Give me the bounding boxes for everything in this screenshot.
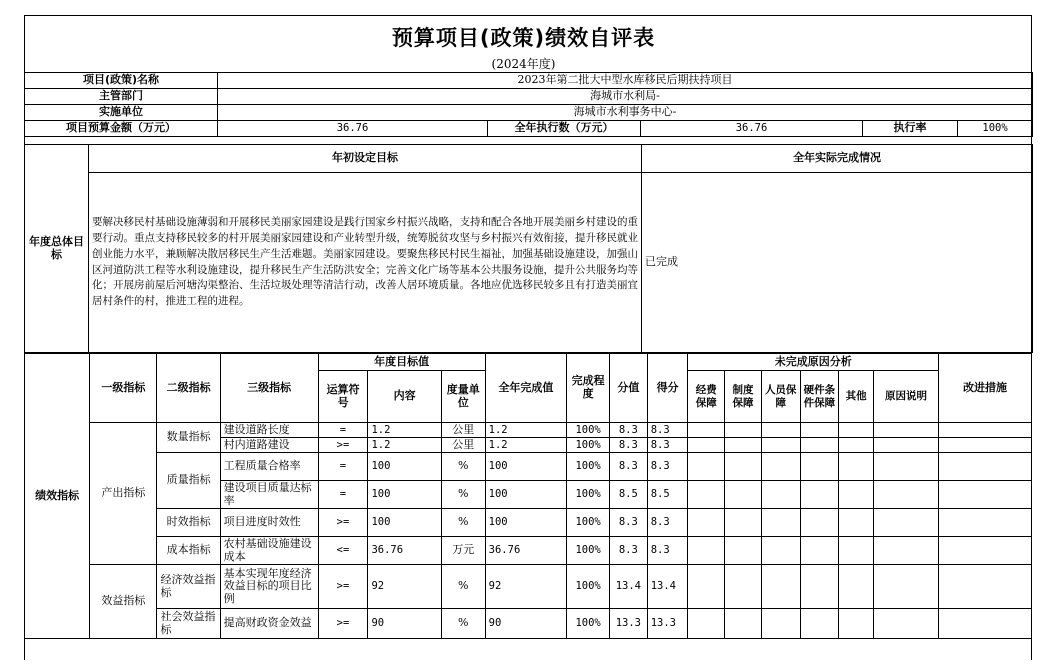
unit-cell: 万元 bbox=[441, 537, 485, 565]
score-cell: 8.5 bbox=[647, 481, 688, 509]
empty-cell bbox=[688, 537, 725, 565]
content-cell: 92 bbox=[368, 565, 441, 609]
annual-goals-table bbox=[24, 144, 1033, 353]
empty-cell bbox=[688, 453, 725, 481]
exec-label: 全年执行数（万元） bbox=[488, 121, 641, 137]
weight-cell: 8.3 bbox=[609, 509, 647, 537]
level2-quantity: 数量指标 bbox=[157, 423, 220, 453]
empty-cell bbox=[688, 438, 725, 453]
empty-cell bbox=[761, 537, 800, 565]
header-level1: 一级指标 bbox=[90, 354, 157, 423]
empty-cell bbox=[725, 609, 762, 639]
header-hardware: 硬件条件保障 bbox=[800, 371, 839, 423]
op-cell: >= bbox=[318, 565, 368, 609]
empty-cell bbox=[873, 438, 938, 453]
value-cell: 92 bbox=[485, 565, 567, 609]
content-cell: 90 bbox=[368, 609, 441, 639]
goals-section-label: 年度总体目标 bbox=[25, 145, 89, 353]
header-incomplete-analysis: 未完成原因分析 bbox=[688, 354, 939, 371]
level3-cell: 基本实现年度经济效益目标的项目比例 bbox=[220, 565, 318, 609]
level1-benefit: 效益指标 bbox=[90, 565, 157, 639]
empty-cell bbox=[873, 537, 938, 565]
op-cell: = bbox=[318, 481, 368, 509]
score-cell: 8.3 bbox=[647, 423, 688, 438]
unit-cell: % bbox=[441, 481, 485, 509]
rate-value: 100% bbox=[958, 121, 1033, 137]
op-cell: >= bbox=[318, 609, 368, 639]
empty-cell bbox=[800, 537, 839, 565]
dept-label: 主管部门 bbox=[25, 89, 218, 105]
empty-cell bbox=[800, 565, 839, 609]
empty-cell bbox=[873, 423, 938, 438]
value-cell: 100 bbox=[485, 481, 567, 509]
table-row bbox=[25, 609, 1032, 639]
empty-cell bbox=[725, 481, 762, 509]
table-row bbox=[25, 453, 1032, 481]
empty-cell bbox=[939, 609, 1032, 639]
empty-cell bbox=[800, 453, 839, 481]
unit-cell: 公里 bbox=[441, 438, 485, 453]
empty-cell bbox=[761, 565, 800, 609]
header-content: 内容 bbox=[368, 371, 441, 423]
completion-cell: 100% bbox=[567, 423, 610, 438]
actual-result-text: 已完成 bbox=[642, 173, 1033, 353]
content-cell: 100 bbox=[368, 509, 441, 537]
header-op: 运算符号 bbox=[318, 371, 368, 423]
header-unit: 度量单位 bbox=[441, 371, 485, 423]
level3-cell: 提高财政资金效益 bbox=[220, 609, 318, 639]
empty-cell bbox=[800, 609, 839, 639]
empty-cell bbox=[839, 509, 874, 537]
level3-cell: 建设道路长度 bbox=[220, 423, 318, 438]
empty-cell bbox=[873, 509, 938, 537]
score-cell: 8.3 bbox=[647, 453, 688, 481]
header-annual-target: 年度目标值 bbox=[318, 354, 485, 371]
empty-cell bbox=[939, 423, 1032, 438]
unit-cell: % bbox=[441, 609, 485, 639]
op-cell: >= bbox=[318, 509, 368, 537]
empty-cell bbox=[939, 509, 1032, 537]
level2-cost: 成本指标 bbox=[157, 537, 220, 565]
level3-cell: 工程质量合格率 bbox=[220, 453, 318, 481]
empty-cell bbox=[939, 438, 1032, 453]
unit-cell: 公里 bbox=[441, 423, 485, 438]
empty-cell bbox=[725, 423, 762, 438]
exec-value: 36.76 bbox=[641, 121, 863, 137]
empty-cell bbox=[839, 537, 874, 565]
empty-cell bbox=[939, 481, 1032, 509]
empty-cell bbox=[873, 481, 938, 509]
header-staff: 人员保障 bbox=[761, 371, 800, 423]
empty-cell bbox=[761, 509, 800, 537]
empty-cell bbox=[939, 537, 1032, 565]
op-cell: = bbox=[318, 423, 368, 438]
unit-cell: % bbox=[441, 453, 485, 481]
empty-cell bbox=[800, 423, 839, 438]
header-system: 制度保障 bbox=[725, 371, 762, 423]
empty-cell bbox=[839, 565, 874, 609]
budget-label: 项目预算金额（万元） bbox=[25, 121, 218, 137]
empty-cell bbox=[761, 481, 800, 509]
level3-cell: 农村基础设施建设成本 bbox=[220, 537, 318, 565]
rate-label: 执行率 bbox=[863, 121, 958, 137]
empty-cell bbox=[839, 438, 874, 453]
level3-cell: 建设项目质量达标率 bbox=[220, 481, 318, 509]
empty-cell bbox=[939, 565, 1032, 609]
op-cell: >= bbox=[318, 438, 368, 453]
weight-cell: 8.3 bbox=[609, 423, 647, 438]
level2-quality: 质量指标 bbox=[157, 453, 220, 509]
completion-cell: 100% bbox=[567, 537, 610, 565]
op-cell: = bbox=[318, 453, 368, 481]
performance-indicators-table bbox=[24, 353, 1032, 639]
weight-cell: 8.3 bbox=[609, 537, 647, 565]
header-completion: 完成程度 bbox=[567, 354, 610, 423]
value-cell: 100 bbox=[485, 453, 567, 481]
op-cell: <= bbox=[318, 537, 368, 565]
value-cell: 1.2 bbox=[485, 423, 567, 438]
project-name-value: 2023年第二批大中型水库移民后期扶持项目 bbox=[218, 73, 1033, 89]
unit-cell: % bbox=[441, 509, 485, 537]
empty-cell bbox=[873, 453, 938, 481]
table-row bbox=[25, 423, 1032, 438]
content-cell: 36.76 bbox=[368, 537, 441, 565]
empty-cell bbox=[761, 453, 800, 481]
value-cell: 1.2 bbox=[485, 438, 567, 453]
empty-cell bbox=[688, 481, 725, 509]
actual-result-header: 全年实际完成情况 bbox=[642, 145, 1033, 173]
completion-cell: 100% bbox=[567, 609, 610, 639]
weight-cell: 8.3 bbox=[609, 453, 647, 481]
completion-cell: 100% bbox=[567, 453, 610, 481]
completion-cell: 100% bbox=[567, 509, 610, 537]
empty-cell bbox=[688, 565, 725, 609]
level2-social: 社会效益指标 bbox=[157, 609, 220, 639]
project-info-table bbox=[24, 72, 1033, 137]
empty-cell bbox=[800, 509, 839, 537]
weight-cell: 13.3 bbox=[609, 609, 647, 639]
empty-cell bbox=[725, 509, 762, 537]
header-improve: 改进措施 bbox=[939, 354, 1032, 423]
unit-value: 海城市水利事务中心- bbox=[218, 105, 1033, 121]
empty-cell bbox=[839, 453, 874, 481]
completion-cell: 100% bbox=[567, 565, 610, 609]
header-funding: 经费保障 bbox=[688, 371, 725, 423]
header-level3: 三级指标 bbox=[220, 354, 318, 423]
score-cell: 13.3 bbox=[647, 609, 688, 639]
level2-economic: 经济效益指标 bbox=[157, 565, 220, 609]
content-cell: 100 bbox=[368, 453, 441, 481]
weight-cell: 8.3 bbox=[609, 438, 647, 453]
unit-cell: % bbox=[441, 565, 485, 609]
perf-section-label: 绩效指标 bbox=[25, 354, 90, 639]
score-cell: 8.3 bbox=[647, 438, 688, 453]
unit-label: 实施单位 bbox=[25, 105, 218, 121]
empty-cell bbox=[873, 565, 938, 609]
value-cell: 36.76 bbox=[485, 537, 567, 565]
empty-cell bbox=[688, 509, 725, 537]
empty-cell bbox=[688, 423, 725, 438]
empty-cell bbox=[839, 609, 874, 639]
score-cell: 8.3 bbox=[647, 509, 688, 537]
empty-cell bbox=[800, 438, 839, 453]
completion-cell: 100% bbox=[567, 438, 610, 453]
completion-cell: 100% bbox=[567, 481, 610, 509]
value-cell: 100 bbox=[485, 509, 567, 537]
content-cell: 1.2 bbox=[368, 438, 441, 453]
empty-cell bbox=[725, 438, 762, 453]
empty-cell bbox=[725, 537, 762, 565]
empty-cell bbox=[688, 609, 725, 639]
score-cell: 8.3 bbox=[647, 537, 688, 565]
dept-value: 海城市水利局- bbox=[218, 89, 1033, 105]
header-score: 得分 bbox=[647, 354, 688, 423]
table-row bbox=[25, 565, 1032, 609]
empty-cell bbox=[761, 438, 800, 453]
weight-cell: 13.4 bbox=[609, 565, 647, 609]
level3-cell: 项目进度时效性 bbox=[220, 509, 318, 537]
empty-cell bbox=[761, 423, 800, 438]
empty-cell bbox=[725, 453, 762, 481]
table-row bbox=[25, 509, 1032, 537]
empty-cell bbox=[725, 565, 762, 609]
header-annual-value: 全年完成值 bbox=[485, 354, 567, 423]
score-cell: 13.4 bbox=[647, 565, 688, 609]
empty-cell bbox=[800, 481, 839, 509]
initial-goal-header: 年初设定目标 bbox=[89, 145, 642, 173]
empty-cell bbox=[873, 609, 938, 639]
project-name-label: 项目(政策)名称 bbox=[25, 73, 218, 89]
empty-cell bbox=[761, 609, 800, 639]
form-year: (2024年度) bbox=[491, 57, 556, 71]
level1-output: 产出指标 bbox=[90, 423, 157, 565]
header-level2: 二级指标 bbox=[157, 354, 220, 423]
header-explain: 原因说明 bbox=[873, 371, 938, 423]
form-title: 预算项目(政策)绩效自评表 bbox=[391, 26, 656, 50]
header-score-value: 分值 bbox=[609, 354, 647, 423]
header-other: 其他 bbox=[839, 371, 874, 423]
value-cell: 90 bbox=[485, 609, 567, 639]
content-cell: 100 bbox=[368, 481, 441, 509]
budget-value: 36.76 bbox=[218, 121, 488, 137]
level2-timeliness: 时效指标 bbox=[157, 509, 220, 537]
initial-goal-text: 要解决移民村基础设施薄弱和开展移民美丽家园建设是践行国家乡村振兴战略，支持和配合各地开展美丽乡村建设的重要行动。重点支持移民较多的村开展美丽家园建设和产业转型升级，统筹脱贫攻坚与乡村振兴有效衔接，提升移民就业创业能力水平，兼顾解决散居移民生产生活难题。美丽家园建设。要聚焦移民村民生福祉，加强基础设施建设，加强山区河道防洪工程等水利设施建设，提升移民生产生活防洪安全；完善文化广场等基本公共服务设施，提升公共服务均等化；开展房前屋后河塘沟渠整治、生活垃圾处理等清洁行动，改善人居环境质量。各地应优选移民较多且有打造美丽宜居村条件的村，推进工程的进程。 bbox=[89, 173, 642, 353]
empty-cell bbox=[939, 453, 1032, 481]
content-cell: 1.2 bbox=[368, 423, 441, 438]
empty-cell bbox=[839, 423, 874, 438]
empty-cell bbox=[839, 481, 874, 509]
level3-cell: 村内道路建设 bbox=[220, 438, 318, 453]
weight-cell: 8.5 bbox=[609, 481, 647, 509]
table-row bbox=[25, 537, 1032, 565]
